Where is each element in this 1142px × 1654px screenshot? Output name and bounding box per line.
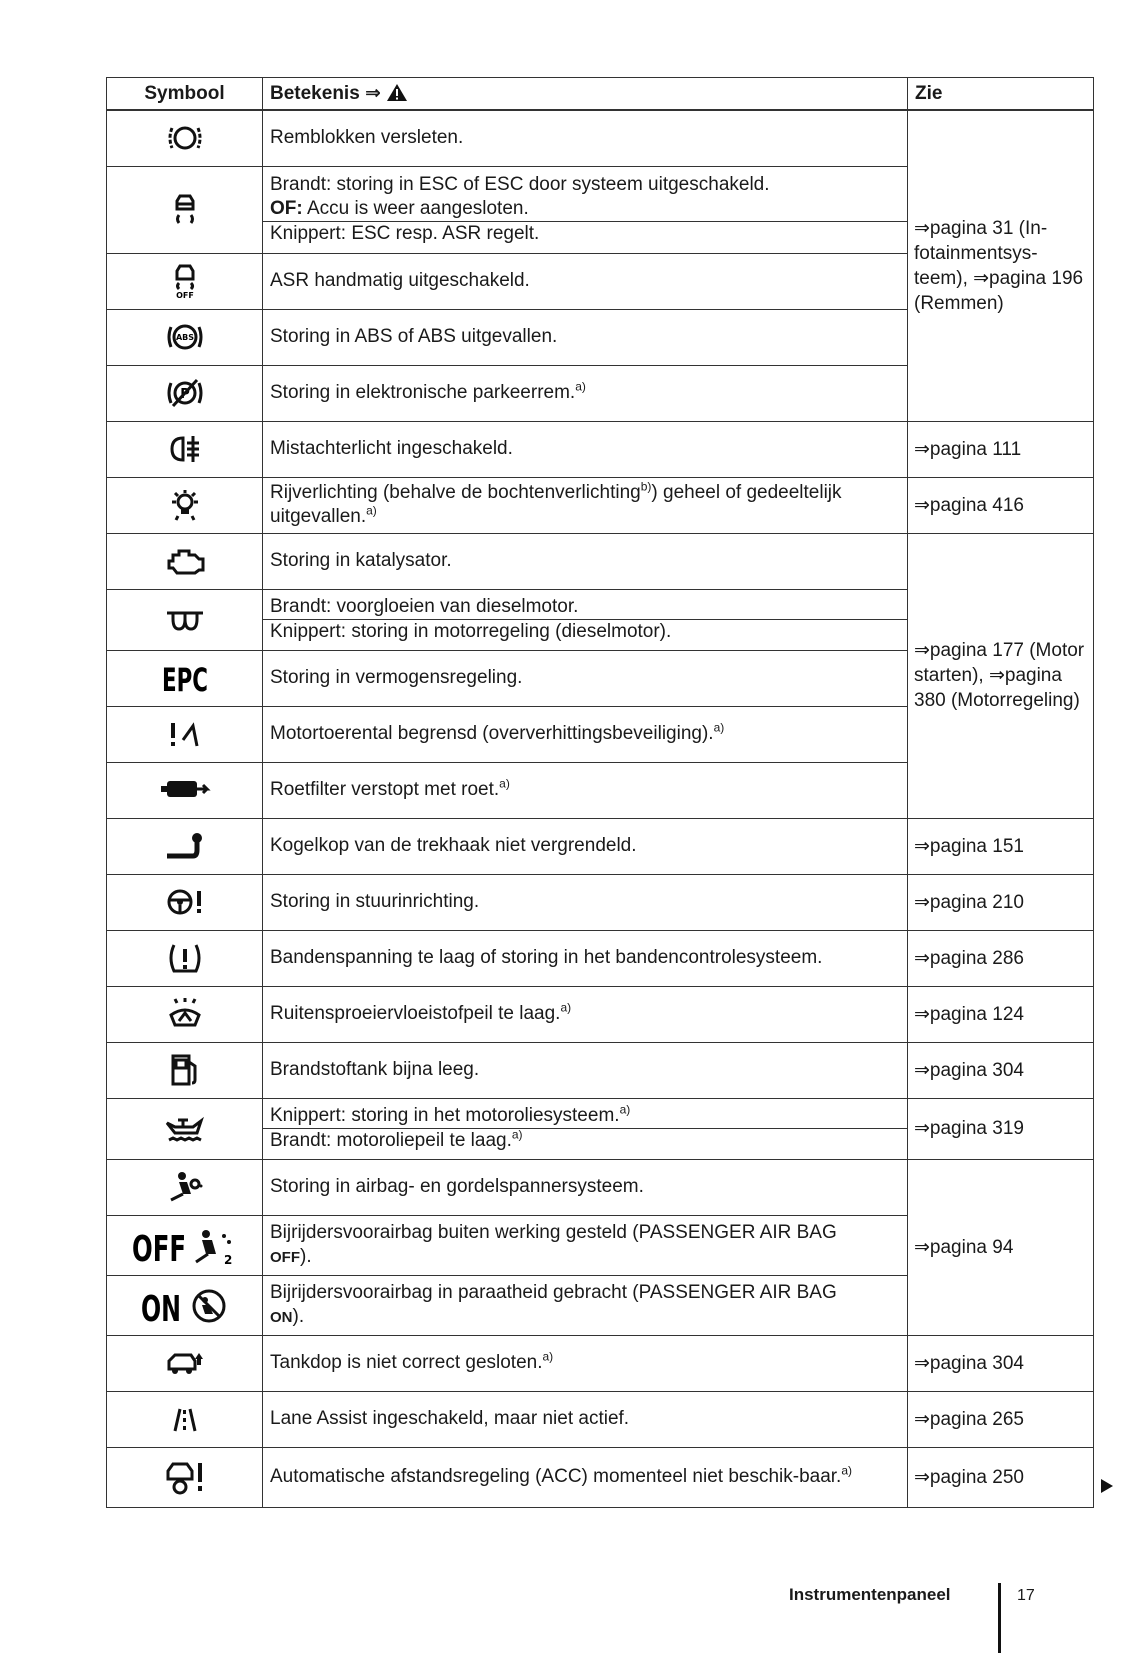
meaning-cell: Knippert: storing in het motoroliesysteem.$^{a)}$ Brandt: motoroliepeil te laag.$^{a)}$ [263,1098,908,1159]
epc-icon [107,650,263,706]
table-row [107,1042,1094,1098]
acc-unavailable-icon [107,1447,263,1507]
meaning-cell: Ruitensproeiervloeistofpeil te laag.$^{a)}$ [263,986,908,1042]
meaning-cell: ASR handmatig uitgeschakeld. [263,253,908,309]
warning-symbols-table [106,77,1094,1508]
warning-triangle-icon [386,83,408,102]
lane-assist-icon [107,1391,263,1447]
fuel-cap-icon [107,1335,263,1391]
meaning-cell: Storing in katalysator. [263,533,908,589]
see-towbar: ⇒pagina 151 [908,818,1094,874]
meaning-cell: Brandstoftank bijna leeg. [263,1042,908,1098]
svg-text:ABS: ABS [175,333,194,342]
header-see: Zie [908,78,1094,111]
svg-text:2: 2 [223,1253,232,1267]
meaning-cell: Storing in ABS of ABS uitgevallen. [263,309,908,365]
meaning-cell: Automatische afstandsregeling (ACC) momenteel niet beschik-baar.$^{a)}$ [263,1447,908,1507]
table-row [107,110,1094,166]
bulb-failure-icon [107,477,263,533]
meaning-cell: Mistachterlicht ingeschakeld. [263,421,908,477]
table-row [107,533,1094,589]
table-row [107,986,1094,1042]
abs-icon [107,309,263,365]
see-lane: ⇒pagina 265 [908,1391,1094,1447]
brake-pad-wear-icon [107,110,263,166]
meaning-cell: Storing in vermogensregeling. [263,650,908,706]
meaning-cell: Bijrijdersvoorairbag in paraatheid gebracht (PASSENGER AIR BAG ON). [263,1275,908,1335]
towbar-icon [107,818,263,874]
see-steering: ⇒pagina 210 [908,874,1094,930]
see-acc: ⇒pagina 250 [908,1447,1094,1507]
meaning-cell: Roetfilter verstopt met roet.$^{a)}$ [263,762,908,818]
table-row [107,1447,1094,1507]
table-row [107,818,1094,874]
header-symbol: Symbool [107,78,263,111]
meaning-cell: Storing in stuurinrichting. [263,874,908,930]
meaning-cell: Bijrijdersvoorairbag buiten werking gesteld (PASSENGER AIR BAG OFF). [263,1215,908,1275]
see-engine: ⇒pagina 177 (Motor starten), ⇒pagina 380 (Motorregeling) [908,533,1094,818]
footer-section-title: Instrumentenpaneel [789,1585,951,1604]
page-number: 17 [1017,1587,1035,1604]
fuel-pump-icon [107,1042,263,1098]
see-fuelcap: ⇒pagina 304 [908,1335,1094,1391]
asr-off-icon [107,253,263,309]
see-oil: ⇒pagina 319 [908,1098,1094,1159]
table-row [107,874,1094,930]
svg-text:OFF: OFF [175,291,194,300]
meaning-cell: Rijverlichting (behalve de bochtenverlichting$^{b)}$) geheel of gedeeltelijk uitgevallen.$^{a)}$ [263,477,908,533]
oil-level-icon [107,1098,263,1159]
meaning-cell: Motortoerental begrensd (oververhittingsbeveiliging).$^{a)}$ [263,706,908,762]
glow-plug-icon [107,589,263,650]
see-fuel: ⇒pagina 304 [908,1042,1094,1098]
meaning-cell: Bandenspanning te laag of storing in het bandencontrolesysteem. [263,930,908,986]
meaning-cell: Kogelkop van de trekhaak niet vergrendeld. [263,818,908,874]
rear-fog-light-icon [107,421,263,477]
esc-skid-icon [107,166,263,253]
passenger-airbag-on-icon [107,1275,263,1335]
table-row [107,477,1094,533]
meaning-cell: Brandt: voorgloeien van dieselmotor. Knippert: storing in motorregeling (dieselmotor). [263,589,908,650]
engine-check-icon [107,533,263,589]
tyre-pressure-icon [107,930,263,986]
particle-filter-icon [107,762,263,818]
svg-text:EPC: EPC [161,661,208,699]
svg-text:OFF: OFF [131,1229,186,1270]
parking-brake-fault-icon [107,365,263,421]
table-header-row [107,78,1094,111]
see-airbag: ⇒pagina 94 [908,1159,1094,1335]
airbag-icon [107,1159,263,1215]
passenger-airbag-off-icon [107,1215,263,1275]
meaning-cell: Lane Assist ingeschakeld, maar niet actief. [263,1391,908,1447]
rev-limit-icon [107,706,263,762]
header-meaning: Betekenis ⇒ [263,78,908,111]
meaning-cell: Remblokken versleten. [263,110,908,166]
see-brakes: ⇒pagina 31 (In-fotainmentsys-teem), ⇒pagina 196 (Remmen) [908,110,1094,421]
washer-fluid-icon [107,986,263,1042]
see-light: ⇒pagina 416 [908,477,1094,533]
table-row [107,1098,1094,1159]
table-row [107,421,1094,477]
steering-fault-icon [107,874,263,930]
see-tyre: ⇒pagina 286 [908,930,1094,986]
table-row [107,1335,1094,1391]
continue-arrow-icon [1100,1478,1114,1494]
svg-text:P: P [179,387,190,402]
table-row [107,930,1094,986]
meaning-cell: Brandt: storing in ESC of ESC door systeem uitgeschakeld. OF: Accu is weer aangesloten. Knippert: ESC resp. ASR regelt. [263,166,908,253]
table-row [107,1159,1094,1215]
footer-divider [998,1583,1001,1653]
meaning-cell: Tankdop is niet correct gesloten.$^{a)}$ [263,1335,908,1391]
see-fog: ⇒pagina 111 [908,421,1094,477]
table-row [107,1391,1094,1447]
meaning-cell: Storing in elektronische parkeerrem.$^{a)}$ [263,365,908,421]
see-washer: ⇒pagina 124 [908,986,1094,1042]
svg-text:ON: ON [140,1289,181,1330]
meaning-cell: Storing in airbag- en gordelspannersysteem. [263,1159,908,1215]
